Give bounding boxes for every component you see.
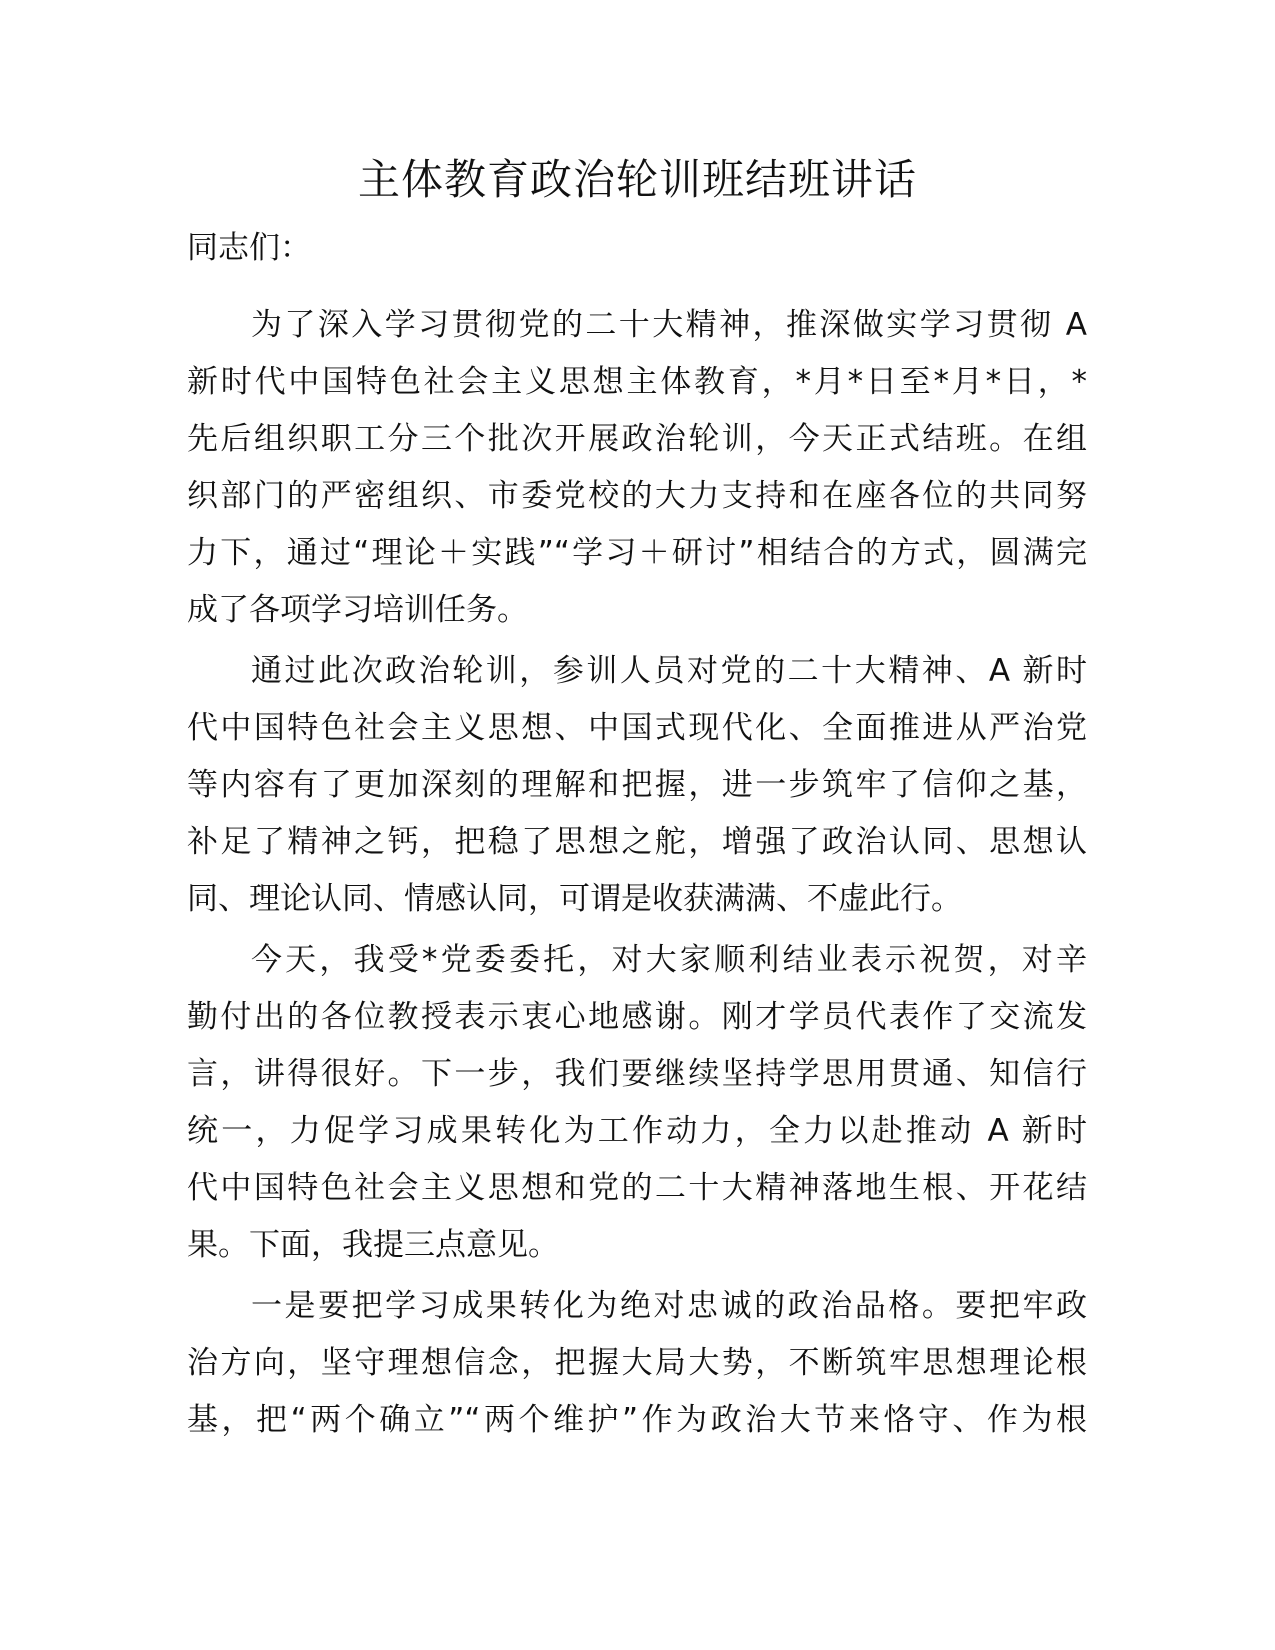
paragraph-line: 力下，通过“理论＋实践”“学习＋研讨”相结合的方式，圆满完 (187, 535, 1087, 571)
salutation: 同志们： (187, 230, 311, 266)
paragraph-line: 补足了精神之钙，把稳了思想之舵，增强了政治认同、思想认 (187, 824, 1087, 860)
paragraph-line: 等内容有了更加深刻的理解和把握，进一步筑牢了信仰之基， (187, 767, 1087, 803)
paragraph-line: 同、理论认同、情感认同，可谓是收获满满、不虚此行。 (187, 881, 962, 917)
paragraph-1 (187, 297, 1087, 639)
paragraph-line: 基，把“两个确立”“两个维护”作为政治大节来恪守、作为根 (187, 1402, 1087, 1438)
paragraph-line: 代中国特色社会主义思想、中国式现代化、全面推进从严治党 (187, 710, 1087, 746)
document-body (187, 297, 1087, 1449)
paragraph-line: 先后组织职工分三个批次开展政治轮训，今天正式结班。在组 (187, 421, 1087, 457)
paragraph-line: 通过此次政治轮训，参训人员对党的二十大精神、A 新时 (251, 653, 1087, 689)
paragraph-line: 新时代中国特色社会主义思想主体教育，*月*日至*月*日，* (187, 364, 1087, 400)
paragraph-3 (187, 932, 1087, 1274)
paragraph-line: 统一，力促学习成果转化为工作动力，全力以赴推动 A 新时 (187, 1113, 1087, 1149)
document-title: 主体教育政治轮训班结班讲话 (357, 155, 917, 204)
paragraph-line: 治方向，坚守理想信念，把握大局大势，不断筑牢思想理论根 (187, 1345, 1087, 1381)
paragraph-line: 成了各项学习培训任务。 (187, 592, 528, 628)
paragraph-line: 果。下面，我提三点意见。 (187, 1227, 559, 1263)
paragraph-2 (187, 643, 1087, 928)
paragraph-line: 织部门的严密组织、市委党校的大力支持和在座各位的共同努 (187, 478, 1087, 514)
paragraph-line: 勤付出的各位教授表示衷心地感谢。刚才学员代表作了交流发 (187, 999, 1087, 1035)
paragraph-line: 代中国特色社会主义思想和党的二十大精神落地生根、开花结 (187, 1170, 1087, 1206)
paragraph-line: 为了深入学习贯彻党的二十大精神，推深做实学习贯彻 A (251, 307, 1087, 343)
paragraph-line: 一是要把学习成果转化为绝对忠诚的政治品格。要把牢政 (251, 1288, 1087, 1324)
paragraph-line: 今天，我受*党委委托，对大家顺利结业表示祝贺，对辛 (251, 942, 1087, 978)
paragraph-4 (187, 1278, 1087, 1449)
paragraph-line: 言，讲得很好。下一步，我们要继续坚持学思用贯通、知信行 (187, 1056, 1087, 1092)
